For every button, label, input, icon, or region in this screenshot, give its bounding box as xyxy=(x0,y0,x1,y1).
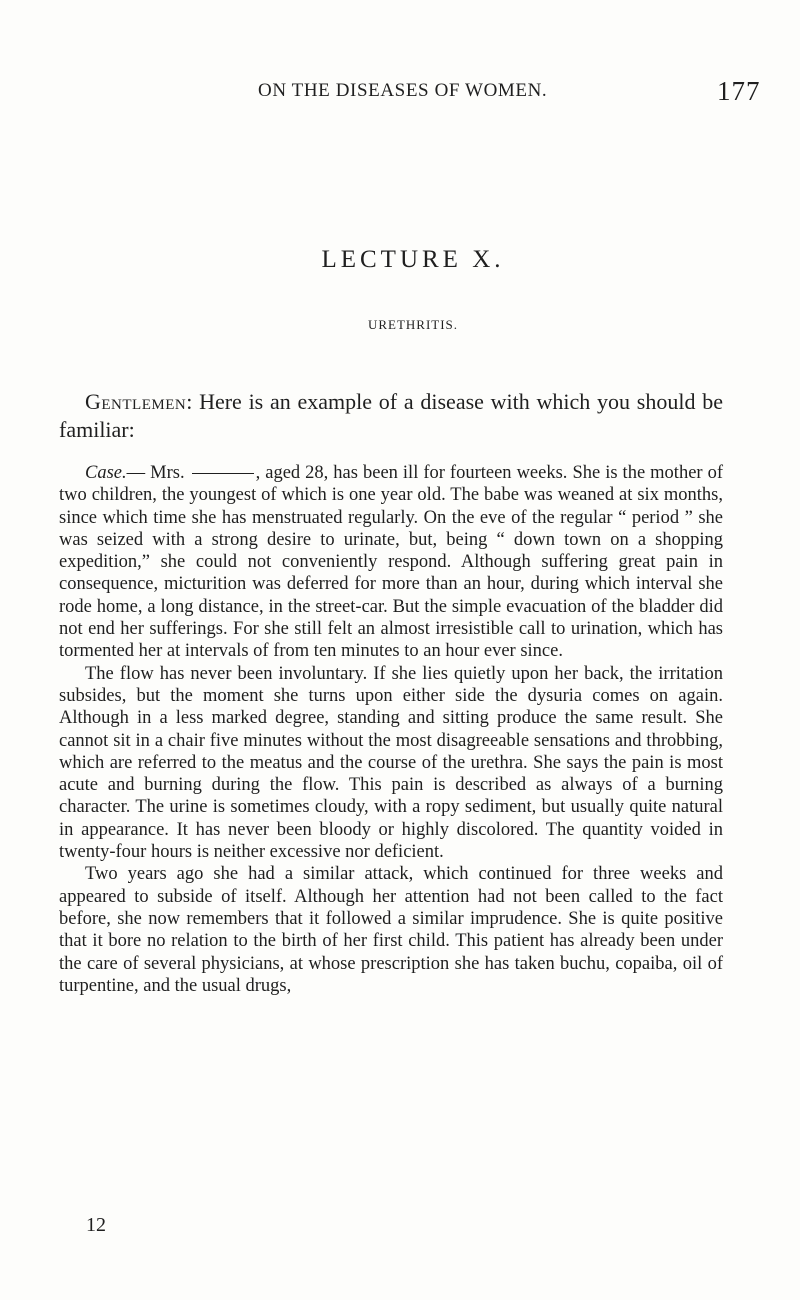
case-paragraph-3: Two years ago she had a similar attack, which continued for three weeks and appeared to subside of itself. Although her attention had not been called to the fact before, she now remembers that it followed a similar imprudence. She is quite positive that it bore no relation to the birth of her first child. This patient has already been under the care of several physicians, at whose prescription she has taken buchu, copaiba, oil of turpentine, and the usual drugs, xyxy=(59,864,723,996)
name-blank-dash xyxy=(192,473,254,474)
greeting-paragraph xyxy=(59,388,723,444)
running-head xyxy=(0,76,800,110)
signature-mark: 12 xyxy=(86,1214,106,1236)
greeting-body: : Here is an example of a disease with which you should be familiar: xyxy=(59,389,723,442)
case-label: Case. xyxy=(85,463,127,483)
salutation: Gentlemen xyxy=(85,389,187,414)
case-paragraph-1 xyxy=(59,462,723,663)
page-number: 177 xyxy=(717,76,761,106)
case-intro: — Mrs. xyxy=(126,463,185,483)
greeting-text xyxy=(59,388,723,444)
lecture-title: LECTURE X. xyxy=(321,246,505,273)
case-text xyxy=(59,462,723,997)
case-paragraph-1-body: , aged 28, has been ill for fourteen weeks. She is the mother of two children, the youngest of which is one year old. The babe was weaned at six months, since which time she has menstruated regularly. On the eve of the regular “ period ” she was seized with a strong desire to urinate, but, being “ down town on a shopping expedition,” she could not conveniently respond. Although suffering great pain in consequence, micturition was deferred for more than an hour, during which interval she rode home, a long distance, in the street-car. But the simple evacuation of the bladder did not end her sufferings. For she still felt an almost irresistible call to urination, which has tormented her at intervals of from ten minutes to an hour ever since. xyxy=(59,463,723,662)
case-paragraph-2: The flow has never been involuntary. If she lies quietly upon her back, the irritation subsides, but the moment she turns upon either side the dysuria comes on again. Although in a less marked degree, standing and sitting produce the same result. She cannot sit in a chair five minutes without the most disagreeable sensations and throbbing, which are referred to the meatus and the course of the urethra. She says the pain is most acute and burning during the flow. This pain is described as always of a burning character. The urine is sometimes cloudy, with a ropy sediment, but usually quite natural in appearance. It has never been bloody or highly discolored. The quantity voided in twenty-four hours is neither excessive nor deficient. xyxy=(59,663,723,863)
running-title: ON THE DISEASES OF WOMEN. xyxy=(258,80,548,101)
section-title: URETHRITIS. xyxy=(367,317,459,332)
